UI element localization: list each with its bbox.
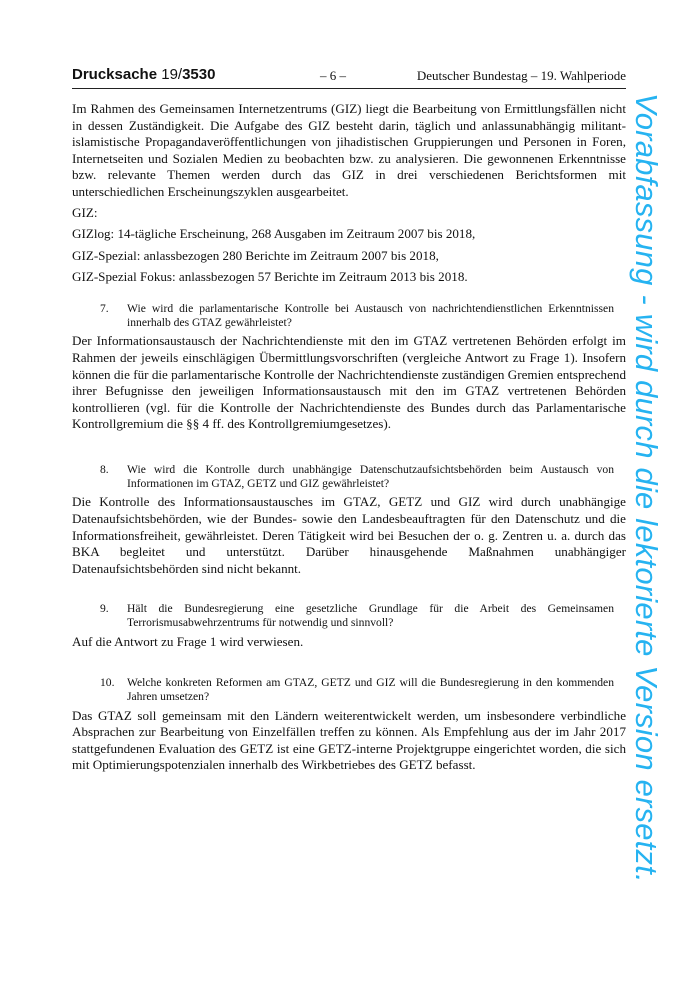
question-text: Welche konkreten Reformen am GTAZ, GETZ und GIZ will die Bundesregierung in den kommenden Jahren umsetzen? (127, 676, 614, 704)
doc-number: 3530 (182, 66, 216, 83)
draft-watermark: Vorabfassung - wird durch die lektorierte Version ersetzt. (629, 93, 664, 883)
giz-item-giz-spezial: GIZ-Spezial: anlassbezogen 280 Berichte im Zeitraum 2007 bis 2018, (72, 247, 439, 263)
doc-label: Drucksache (72, 66, 158, 83)
publisher: Deutscher Bundestag – 19. Wahlperiode (416, 68, 626, 83)
doc-number-prefix: 19/ (161, 66, 183, 83)
answer-10: Das GTAZ soll gemeinsam mit den Ländern weiterentwickelt werden, um insbesondere verbindliche Absprachen zur Bearbeitung von Einzelfällen treffen zu können. Als Empfehlung aus der im Jahr 2017 stattgefundenen Evaluation des GETZ ist eine GETZ-interne Projektgruppe eingerichtet worden, die sich mit Optimierungspotenzialen innerhalb des Wirkbetriebes des GETZ befasst. (72, 707, 626, 773)
giz-item-giz-log: GIZlog: 14-tägliche Erscheinung, 268 Ausgaben im Zeitraum 2007 bis 2018, (72, 226, 476, 242)
question-text: Wie wird die Kontrolle durch unabhängige Datenschutzaufsichtsbehörden beim Austausch von Informationen im GTAZ, GETZ und GIZ gewährleistet? (127, 462, 614, 491)
question-7 (100, 301, 626, 330)
giz-label: GIZ: (72, 204, 98, 220)
question-10 (100, 676, 626, 704)
question-9 (100, 602, 626, 630)
question-number: 8. (100, 462, 109, 476)
answer-8: Die Kontrolle des Informationsaustausches im GTAZ, GETZ und GIZ wird durch unabhängige Datenaufsichtsbehörden, wie der Bundes- sowie den Landesbeauftragten für den Datenschutz und die Informationsfreiheit, gewährleistet. Deren Tätigkeit wird bei Besuchen der o. g. Zentren u. a. durch das BKA begleitet und unterstützt. Darüber hinausgehende Maßnahmen unabhängiger Datenaufsichtsbehörden sind nicht bekannt. (72, 494, 626, 576)
page-header (72, 66, 626, 89)
document-number (72, 66, 215, 83)
question-text: Hält die Bundesregierung eine gesetzliche Grundlage für die Arbeit des Gemeinsamen Terrorismusabwehrzentrums für notwendig und sinnvoll? (127, 602, 614, 630)
page-number: – 6 – (320, 68, 346, 83)
answer-9: Auf die Antwort zu Frage 1 wird verwiesen. (72, 633, 304, 649)
giz-item-giz-spezial-fokus: GIZ-Spezial Fokus: anlassbezogen 57 Berichte im Zeitraum 2013 bis 2018. (72, 269, 468, 285)
question-number: 10. (100, 676, 115, 690)
document-body (72, 101, 626, 774)
question-number: 7. (100, 301, 109, 315)
intro-paragraph: Im Rahmen des Gemeinsamen Internetzentrums (GIZ) liegt die Bearbeitung von Ermittlungsfällen nicht in dessen Zuständigkeit. Die Aufgabe des GIZ besteht darin, täglich und anlassunabhängig militant-islamistische Propagandaveröffentlichungen von jihadistischen Gruppierungen und Personen in Foren, Internetseiten und Sozialen Medien zu beobachten bzw. zu analysieren. Die gewonnenen Erkenntnisse bzw. relevante Themen werden durch das GIZ in drei verschiedenen Berichtsformen mit unterschiedlichen Erscheinungszyklen ausgearbeitet. (72, 101, 626, 199)
question-8 (100, 462, 626, 491)
question-number: 9. (100, 602, 109, 616)
answer-7: Der Informationsaustausch der Nachrichtendienste mit den im GTAZ vertretenen Behörden erfolgt im Rahmen der jeweils einschlägigen Übermittlungsvorschriften (vergleiche Antwort zu Frage 1). Insofern können die für die parlamentarische Kontrolle der Nachrichtendienste zuständigen Gremien entsprechend ihrer Befugnisse den jeweiligen Informationsaustausch mit den im GTAZ vertretenen Behörden kontrollieren (vgl. für die Kontrolle der Nachrichtendienste des Bundes durch das Parlamentarische Kontrollgremium die §§ 4 ff. des Kontrollgremiumgesetzes). (72, 333, 626, 432)
question-text: Wie wird die parlamentarische Kontrolle bei Austausch von nachrichtendienstlichen Erkenntnissen innerhalb des GTAZ gewährleistet? (127, 301, 614, 330)
